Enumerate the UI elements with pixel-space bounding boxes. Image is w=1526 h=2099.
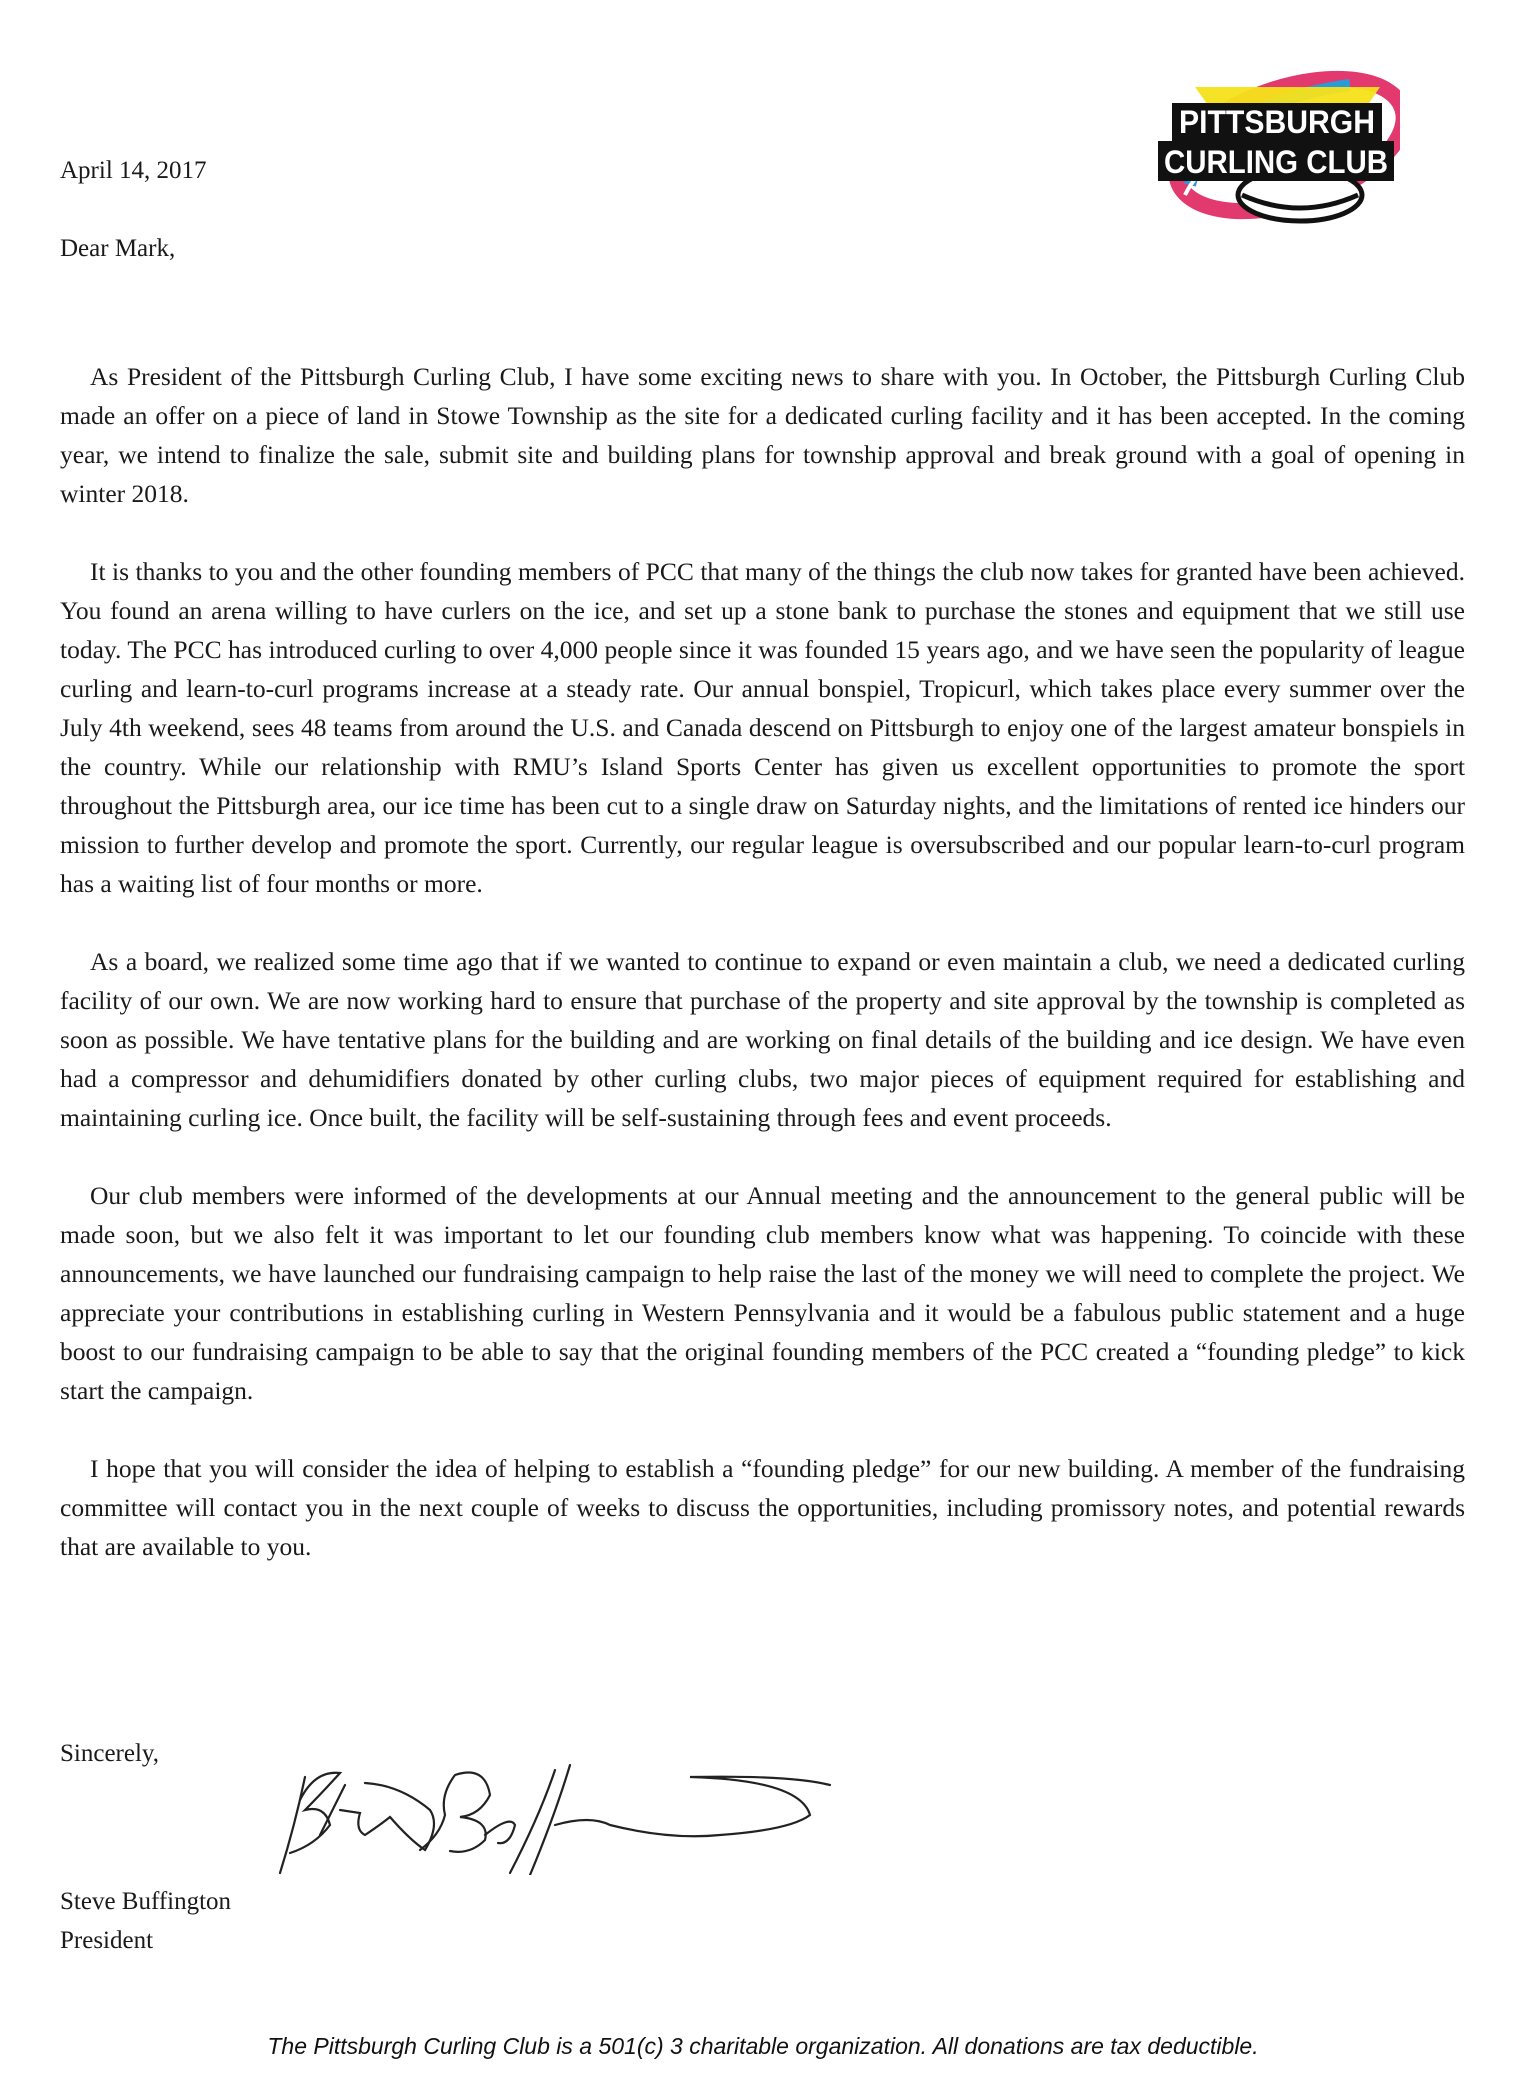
body-paragraph-1: As President of the Pittsburgh Curling Club, I have some exciting news to share with you. In October, the Pittsburgh Curling Club made an offer on a piece of land in Stowe Township as the site for a dedicated curling facility and it has been accepted. In the coming year, we intend to finalize the sale, submit site and building plans for township approval and break ground with a goal of opening in winter 2018. xyxy=(60,362,1465,508)
body-paragraph-2: It is thanks to you and the other founding members of PCC that many of the things the club now takes for granted have been achieved. You found an arena willing to have curlers on the ice, and set up a stone bank to purchase the stones and equipment that we still use today. The PCC has introduced curling to over 4,000 people since it was founded 15 years ago, and we have seen the popularity of league curling and learn-to-curl programs increase at a steady rate. Our annual bonspiel, Tropicurl, which takes place every summer over the July 4th weekend, sees 48 teams from around the U.S. and Canada descend on Pittsburgh to enjoy one of the largest amateur bonspiels in the country. While our relationship with RMU’s Island Sports Center has given us excellent opportunities to promote the sport throughout the Pittsburgh area, our ice time has been cut to a single draw on Saturday nights, and the limitations of rented ice hinders our mission to further develop and promote the sport. Currently, our regular league is oversubscribed and our popular learn-to-curl program has a waiting list of four months or more. xyxy=(60,557,1465,898)
tax-deductible-footer: The Pittsburgh Curling Club is a 501(c) 3 charitable organization. All donations are tax deductible. xyxy=(267,2033,1259,2059)
letter-date: April 14, 2017 xyxy=(60,157,207,184)
logo-line-2: CURLING CLUB xyxy=(1164,144,1388,180)
pittsburgh-curling-club-logo xyxy=(1150,45,1400,230)
letter-body xyxy=(60,357,1465,1605)
body-paragraph-3: As a board, we realized some time ago that if we wanted to continue to expand or even maintain a club, we need a dedicated curling facility of our own. We are now working hard to ensure that purchase of the property and site approval by the township is completed as soon as possible. We have tentative plans for the building and are working on final details of the building and ice design. We have even had a compressor and dehumidifiers donated by other curling clubs, two major pieces of equipment required for establishing and maintaining curling ice. Once built, the facility will be self-sustaining through fees and event proceeds. xyxy=(60,947,1465,1132)
signer-title: President xyxy=(60,1927,154,1954)
closing: Sincerely, xyxy=(60,1740,160,1767)
logo-line-1: PITTSBURGH xyxy=(1179,104,1375,140)
body-paragraph-5: I hope that you will consider the idea of helping to establish a “founding pledge” for our new building. A member of the fundraising committee will contact you in the next couple of weeks to discuss the opportunities, including promissory notes, and potential rewards that are available to you. xyxy=(60,1454,1465,1561)
signer-name: Steve Buffington xyxy=(60,1888,232,1915)
handwritten-signature xyxy=(270,1755,870,1875)
body-paragraph-4: Our club members were informed of the developments at our Annual meeting and the announcement to the general public will be made soon, but we also felt it was important to let our founding club members know what was happening. To coincide with these announcements, we have launched our fundraising campaign to help raise the last of the money we will need to complete the project. We appreciate your contributions in establishing curling in Western Pennsylvania and it would be a fabulous public statement and a huge boost to our fundraising campaign to be able to say that the original founding members of the PCC created a “founding pledge” to kick start the campaign. xyxy=(60,1181,1465,1405)
salutation: Dear Mark, xyxy=(60,235,176,262)
